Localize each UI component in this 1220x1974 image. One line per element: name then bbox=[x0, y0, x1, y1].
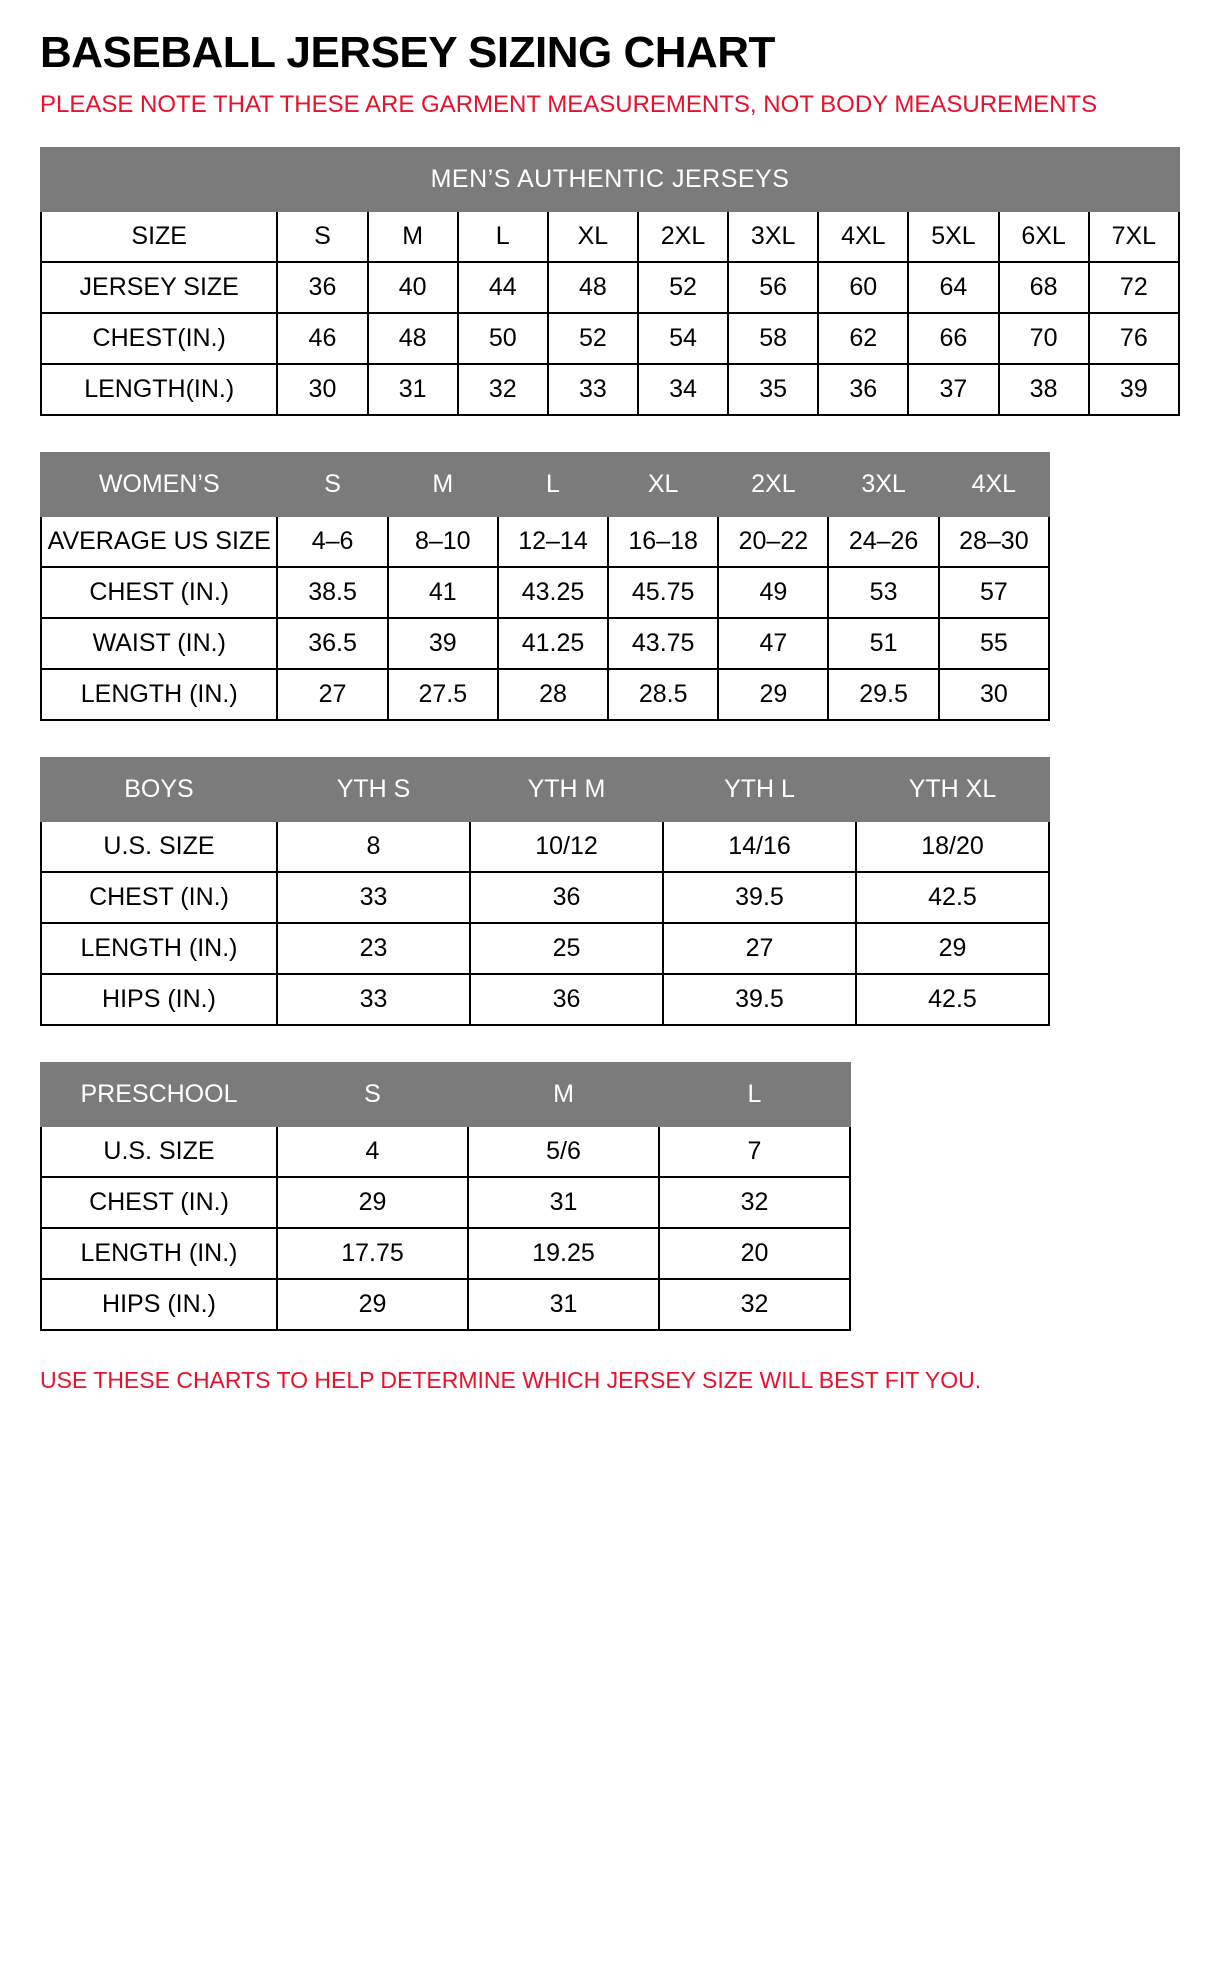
table-cell: 47 bbox=[718, 618, 828, 669]
table-cell: 39 bbox=[1089, 364, 1179, 415]
preschool-row-label: CHEST (IN.) bbox=[41, 1177, 277, 1228]
table-cell: 41.25 bbox=[498, 618, 608, 669]
table-row bbox=[41, 758, 1049, 821]
table-cell: 33 bbox=[277, 872, 470, 923]
womens-size-xl: XL bbox=[608, 453, 718, 516]
table-cell: 4–6 bbox=[277, 516, 387, 567]
boys-row-label: CHEST (IN.) bbox=[41, 872, 277, 923]
table-cell: 62 bbox=[818, 313, 908, 364]
table-cell: 36 bbox=[277, 262, 367, 313]
womens-size-l: L bbox=[498, 453, 608, 516]
table-row bbox=[41, 618, 1049, 669]
boys-size-yth-xl: YTH XL bbox=[856, 758, 1049, 821]
womens-row-label: AVERAGE US SIZE bbox=[41, 516, 277, 567]
table-cell: 12–14 bbox=[498, 516, 608, 567]
mens-size-m: M bbox=[368, 211, 458, 262]
garment-measurement-note: PLEASE NOTE THAT THESE ARE GARMENT MEASUREMENTS, NOT BODY MEASUREMENTS bbox=[40, 91, 1098, 119]
page-title: BASEBALL JERSEY SIZING CHART bbox=[40, 28, 775, 77]
table-cell: 17.75 bbox=[277, 1228, 468, 1279]
table-cell: 38 bbox=[999, 364, 1089, 415]
table-cell: 66 bbox=[908, 313, 998, 364]
table-cell: 23 bbox=[277, 923, 470, 974]
preschool-sizing-table bbox=[40, 1062, 851, 1331]
table-row bbox=[41, 567, 1049, 618]
table-cell: 40 bbox=[368, 262, 458, 313]
table-cell: 51 bbox=[828, 618, 938, 669]
preschool-row-label: LENGTH (IN.) bbox=[41, 1228, 277, 1279]
table-cell: 29 bbox=[856, 923, 1049, 974]
table-cell: 39.5 bbox=[663, 974, 856, 1025]
table-row bbox=[41, 1177, 850, 1228]
table-cell: 19.25 bbox=[468, 1228, 659, 1279]
table-cell: 5/6 bbox=[468, 1126, 659, 1177]
preschool-row-label: HIPS (IN.) bbox=[41, 1279, 277, 1330]
table-cell: 42.5 bbox=[856, 872, 1049, 923]
mens-size-6xl: 6XL bbox=[999, 211, 1089, 262]
mens-size-label: SIZE bbox=[41, 211, 277, 262]
table-cell: 76 bbox=[1089, 313, 1179, 364]
table-cell: 45.75 bbox=[608, 567, 718, 618]
table-row bbox=[41, 313, 1179, 364]
mens-banner: MEN’S AUTHENTIC JERSEYS bbox=[41, 148, 1179, 211]
table-row bbox=[41, 516, 1049, 567]
table-cell: 46 bbox=[277, 313, 367, 364]
table-row bbox=[41, 453, 1049, 516]
table-cell: 25 bbox=[470, 923, 663, 974]
table-cell: 36.5 bbox=[277, 618, 387, 669]
womens-size-s: S bbox=[277, 453, 387, 516]
womens-size-2xl: 2XL bbox=[718, 453, 828, 516]
table-cell: 54 bbox=[638, 313, 728, 364]
table-cell: 55 bbox=[939, 618, 1049, 669]
table-row bbox=[41, 1279, 850, 1330]
table-cell: 30 bbox=[939, 669, 1049, 720]
table-cell: 36 bbox=[818, 364, 908, 415]
mens-row-label: LENGTH(IN.) bbox=[41, 364, 277, 415]
table-cell: 52 bbox=[638, 262, 728, 313]
mens-size-5xl: 5XL bbox=[908, 211, 998, 262]
table-cell: 58 bbox=[728, 313, 818, 364]
mens-size-4xl: 4XL bbox=[818, 211, 908, 262]
womens-sizing-table bbox=[40, 452, 1050, 721]
table-row bbox=[41, 821, 1049, 872]
preschool-size-s: S bbox=[277, 1063, 468, 1126]
table-cell: 48 bbox=[548, 262, 638, 313]
table-cell: 27 bbox=[277, 669, 387, 720]
boys-size-yth-s: YTH S bbox=[277, 758, 470, 821]
table-cell: 52 bbox=[548, 313, 638, 364]
table-cell: 20 bbox=[659, 1228, 850, 1279]
table-cell: 68 bbox=[999, 262, 1089, 313]
boys-row-label: U.S. SIZE bbox=[41, 821, 277, 872]
boys-row-label: LENGTH (IN.) bbox=[41, 923, 277, 974]
table-row bbox=[41, 923, 1049, 974]
table-cell: 29.5 bbox=[828, 669, 938, 720]
table-row bbox=[41, 262, 1179, 313]
table-cell: 64 bbox=[908, 262, 998, 313]
womens-size-4xl: 4XL bbox=[939, 453, 1049, 516]
table-cell: 53 bbox=[828, 567, 938, 618]
table-cell: 70 bbox=[999, 313, 1089, 364]
table-cell: 27 bbox=[663, 923, 856, 974]
womens-header-label: WOMEN’S bbox=[41, 453, 277, 516]
table-cell: 10/12 bbox=[470, 821, 663, 872]
boys-row-label: HIPS (IN.) bbox=[41, 974, 277, 1025]
preschool-row-label: U.S. SIZE bbox=[41, 1126, 277, 1177]
womens-row-label: WAIST (IN.) bbox=[41, 618, 277, 669]
table-cell: 29 bbox=[277, 1177, 468, 1228]
table-cell: 49 bbox=[718, 567, 828, 618]
boys-size-yth-l: YTH L bbox=[663, 758, 856, 821]
table-cell: 31 bbox=[468, 1177, 659, 1228]
table-cell: 48 bbox=[368, 313, 458, 364]
table-cell: 39.5 bbox=[663, 872, 856, 923]
table-cell: 35 bbox=[728, 364, 818, 415]
mens-size-7xl: 7XL bbox=[1089, 211, 1179, 262]
table-cell: 4 bbox=[277, 1126, 468, 1177]
table-cell: 28 bbox=[498, 669, 608, 720]
table-cell: 8–10 bbox=[388, 516, 498, 567]
table-cell: 28.5 bbox=[608, 669, 718, 720]
table-cell: 7 bbox=[659, 1126, 850, 1177]
mens-size-xl: XL bbox=[548, 211, 638, 262]
table-row bbox=[41, 1126, 850, 1177]
table-row bbox=[41, 211, 1179, 262]
mens-size-2xl: 2XL bbox=[638, 211, 728, 262]
table-cell: 28–30 bbox=[939, 516, 1049, 567]
table-cell: 30 bbox=[277, 364, 367, 415]
mens-size-3xl: 3XL bbox=[728, 211, 818, 262]
table-cell: 44 bbox=[458, 262, 548, 313]
table-cell: 31 bbox=[468, 1279, 659, 1330]
mens-row-label: CHEST(IN.) bbox=[41, 313, 277, 364]
table-cell: 39 bbox=[388, 618, 498, 669]
table-cell: 43.25 bbox=[498, 567, 608, 618]
table-cell: 41 bbox=[388, 567, 498, 618]
table-cell: 32 bbox=[659, 1177, 850, 1228]
table-cell: 32 bbox=[458, 364, 548, 415]
mens-row-label: JERSEY SIZE bbox=[41, 262, 277, 313]
table-cell: 37 bbox=[908, 364, 998, 415]
table-cell: 32 bbox=[659, 1279, 850, 1330]
table-cell: 36 bbox=[470, 872, 663, 923]
table-row bbox=[41, 872, 1049, 923]
table-cell: 18/20 bbox=[856, 821, 1049, 872]
table-row bbox=[41, 974, 1049, 1025]
table-cell: 34 bbox=[638, 364, 728, 415]
table-cell: 29 bbox=[277, 1279, 468, 1330]
table-cell: 43.75 bbox=[608, 618, 718, 669]
table-cell: 33 bbox=[548, 364, 638, 415]
table-row bbox=[41, 1063, 850, 1126]
table-row bbox=[41, 364, 1179, 415]
boys-header-label: BOYS bbox=[41, 758, 277, 821]
table-cell: 33 bbox=[277, 974, 470, 1025]
table-row bbox=[41, 669, 1049, 720]
table-cell: 8 bbox=[277, 821, 470, 872]
preschool-size-m: M bbox=[468, 1063, 659, 1126]
womens-size-3xl: 3XL bbox=[828, 453, 938, 516]
table-cell: 60 bbox=[818, 262, 908, 313]
womens-size-m: M bbox=[388, 453, 498, 516]
table-cell: 72 bbox=[1089, 262, 1179, 313]
preschool-header-label: PRESCHOOL bbox=[41, 1063, 277, 1126]
table-cell: 31 bbox=[368, 364, 458, 415]
womens-row-label: CHEST (IN.) bbox=[41, 567, 277, 618]
mens-size-l: L bbox=[458, 211, 548, 262]
table-cell: 50 bbox=[458, 313, 548, 364]
footer-note: USE THESE CHARTS TO HELP DETERMINE WHICH JERSEY SIZE WILL BEST FIT YOU. bbox=[40, 1366, 982, 1393]
mens-size-s: S bbox=[277, 211, 367, 262]
table-cell: 38.5 bbox=[277, 567, 387, 618]
boys-sizing-table bbox=[40, 757, 1050, 1026]
preschool-size-l: L bbox=[659, 1063, 850, 1126]
table-cell: 16–18 bbox=[608, 516, 718, 567]
table-cell: 27.5 bbox=[388, 669, 498, 720]
table-cell: 42.5 bbox=[856, 974, 1049, 1025]
mens-sizing-table bbox=[40, 147, 1180, 416]
table-cell: 24–26 bbox=[828, 516, 938, 567]
table-cell: 29 bbox=[718, 669, 828, 720]
table-cell: 36 bbox=[470, 974, 663, 1025]
table-cell: 14/16 bbox=[663, 821, 856, 872]
table-cell: 56 bbox=[728, 262, 818, 313]
table-cell: 20–22 bbox=[718, 516, 828, 567]
table-row bbox=[41, 148, 1179, 211]
table-cell: 57 bbox=[939, 567, 1049, 618]
table-row bbox=[41, 1228, 850, 1279]
womens-row-label: LENGTH (IN.) bbox=[41, 669, 277, 720]
boys-size-yth-m: YTH M bbox=[470, 758, 663, 821]
